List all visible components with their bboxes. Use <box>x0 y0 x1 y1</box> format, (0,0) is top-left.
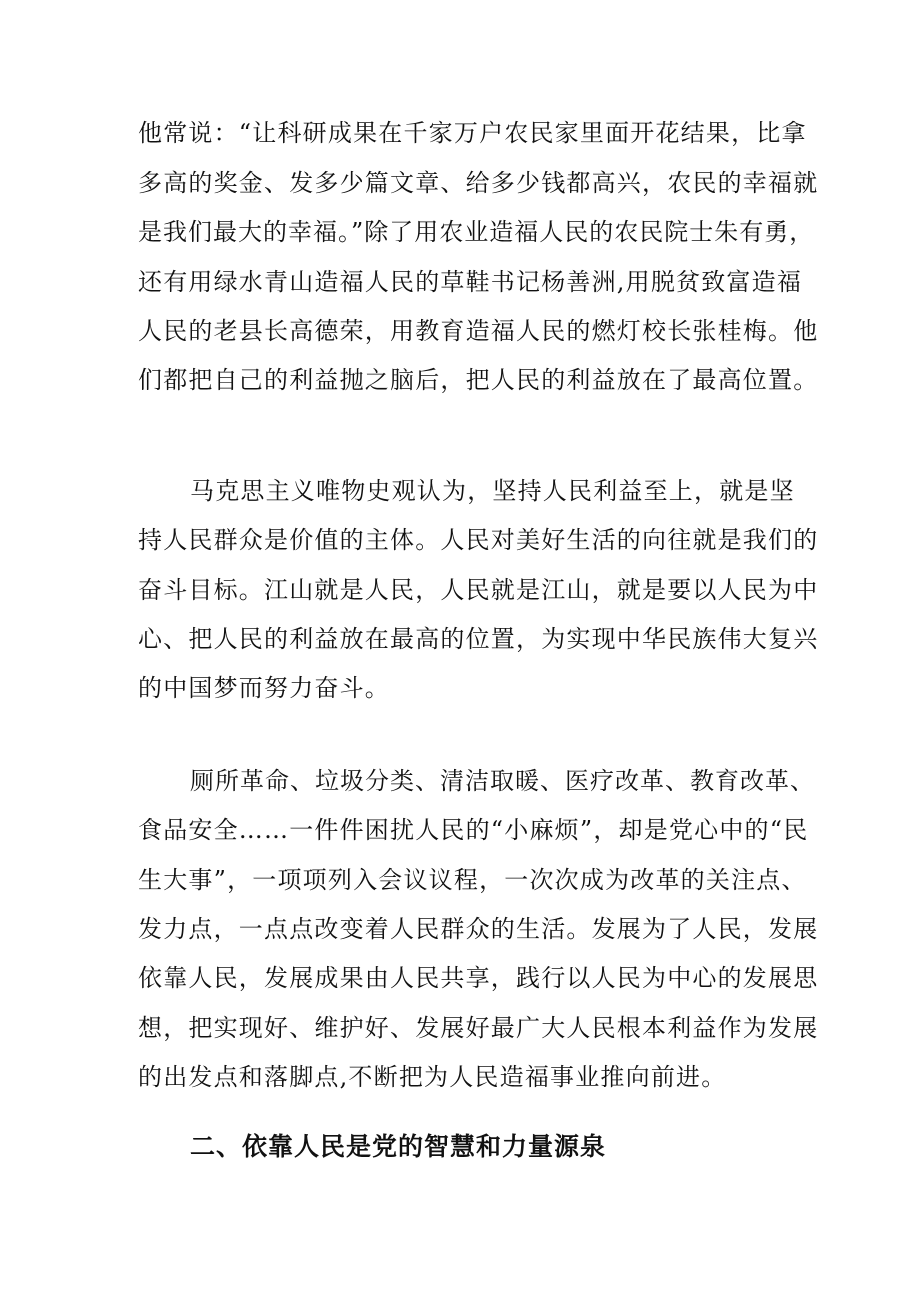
paragraph-2-line-5: 的中国梦而努力奋斗。 <box>138 674 390 702</box>
paragraph-3-line-5: 依靠人民，发展成果由人民共享，践行以人民为中心的发展思 <box>138 964 819 992</box>
paragraph-2-line-4: 心、把人民的利益放在最高的位置，为实现中华民族伟大复兴 <box>138 625 819 653</box>
paragraph-3-line-6: 想，把实现好、维护好、发展好最广大人民根本利益作为发展 <box>138 1014 819 1042</box>
paragraph-3-line-2: 食品安全……一件件困扰人民的“小麻烦”，却是党心中的“民 <box>138 816 809 844</box>
paragraph-1-line-1: 他常说：“让科研成果在千家万户农民家里面开花结果，比拿 <box>138 119 807 147</box>
paragraph-2-line-2: 持人民群众是价值的主体。人民对美好生活的向往就是我们的 <box>138 526 819 554</box>
paragraph-1-line-3: 是我们最大的幸福。”除了用农业造福人民的农民院士朱有勇， <box>138 218 815 246</box>
paragraph-2-line-3: 奋斗目标。江山就是人民，人民就是江山，就是要以人民为中 <box>138 576 819 604</box>
paragraph-3-line-7: 的出发点和落脚点,不断把为人民造福事业推向前进。 <box>138 1063 727 1091</box>
paragraph-2-line-1: 马克思主义唯物史观认为，坚持人民利益至上，就是坚 <box>190 477 795 505</box>
paragraph-3-line-4: 发力点，一点点改变着人民群众的生活。发展为了人民，发展 <box>138 915 819 943</box>
paragraph-3-line-1: 厕所革命、垃圾分类、清洁取暖、医疗改革、教育改革、 <box>190 767 815 795</box>
paragraph-3-line-3: 生大事”，一项项列入会议议程，一次次成为改革的关注点、 <box>138 866 807 894</box>
section-heading: 二、依靠人民是党的智慧和力量源泉 <box>190 1132 607 1161</box>
paragraph-1-line-6: 们都把自己的利益抛之脑后，把人民的利益放在了最高位置。 <box>138 366 819 394</box>
paragraph-1-line-5: 人民的老县长高德荣，用教育造福人民的燃灯校长张桂梅。他 <box>138 317 819 345</box>
paragraph-1-line-2: 多高的奖金、发多少篇文章、给多少钱都高兴，农民的幸福就 <box>138 169 819 197</box>
paragraph-1-line-4: 还有用绿水青山造福人民的草鞋书记杨善洲,用脱贫致富造福 <box>138 268 803 296</box>
